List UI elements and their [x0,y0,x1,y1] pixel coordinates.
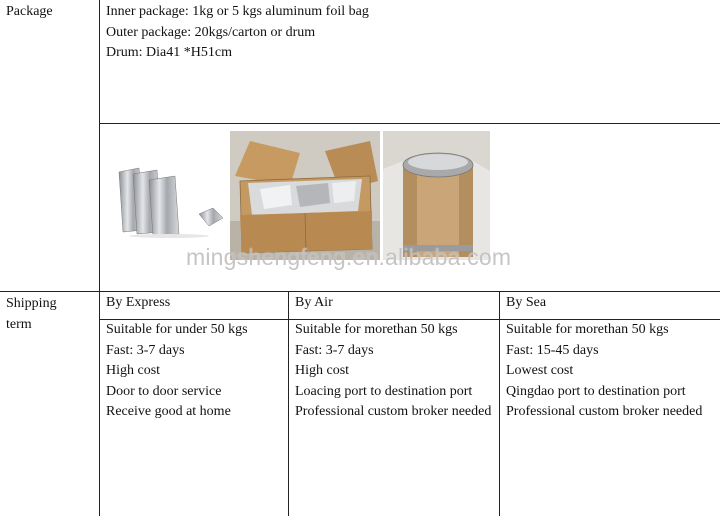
air-speed: Fast: 3-7 days [295,342,374,358]
express-details [106,320,284,423]
package-label: Package [6,4,53,19]
row-divider-shipping [0,291,720,292]
express-header: By Express [106,295,171,310]
sea-details [506,320,718,423]
air-details [295,320,493,423]
air-cost: High cost [295,363,350,378]
express-cost: High cost [106,363,161,378]
air-route: Loacing port to destination port [295,383,473,399]
watermark-text: mingshengfeng.en.alibaba.com [186,244,512,270]
sea-header: By Sea [506,295,547,310]
air-header: By Air [295,295,333,310]
sea-weight: Suitable for morethan 50 kgs [506,322,669,337]
air-weight: Suitable for morethan 50 kgs [295,322,458,337]
sea-speed: Fast: 15-45 days [506,342,599,358]
outer-package-line: Outer package: 20kgs/carton or drum [106,24,316,40]
shipping-label-line1: Shipping [6,296,57,311]
row-divider-package-text [99,123,720,124]
sea-route: Qingdao port to destination port [506,383,686,399]
column-divider-air [288,291,289,516]
open-carton-photo [230,131,380,260]
column-divider-sea [499,291,500,516]
express-receive: Receive good at home [106,404,231,419]
air-broker: Professional custom broker needed [295,404,492,419]
package-details [106,2,369,64]
shipping-term-label [6,294,57,335]
sea-broker: Professional custom broker needed [506,404,703,419]
aluminum-foil-bags-photo [109,158,229,238]
express-service: Door to door service [106,383,222,399]
column-divider-label [99,0,100,516]
sea-cost: Lowest cost [506,363,574,378]
fiber-drum-photo [383,131,490,260]
shipping-label-line2: term [6,316,32,332]
express-weight: Suitable for under 50 kgs [106,322,248,337]
drum-size-line: Drum: Dia41 *H51cm [106,45,232,60]
inner-package-line: Inner package: 1kg or 5 kgs aluminum foil bag [106,4,369,19]
express-speed: Fast: 3-7 days [106,342,185,358]
